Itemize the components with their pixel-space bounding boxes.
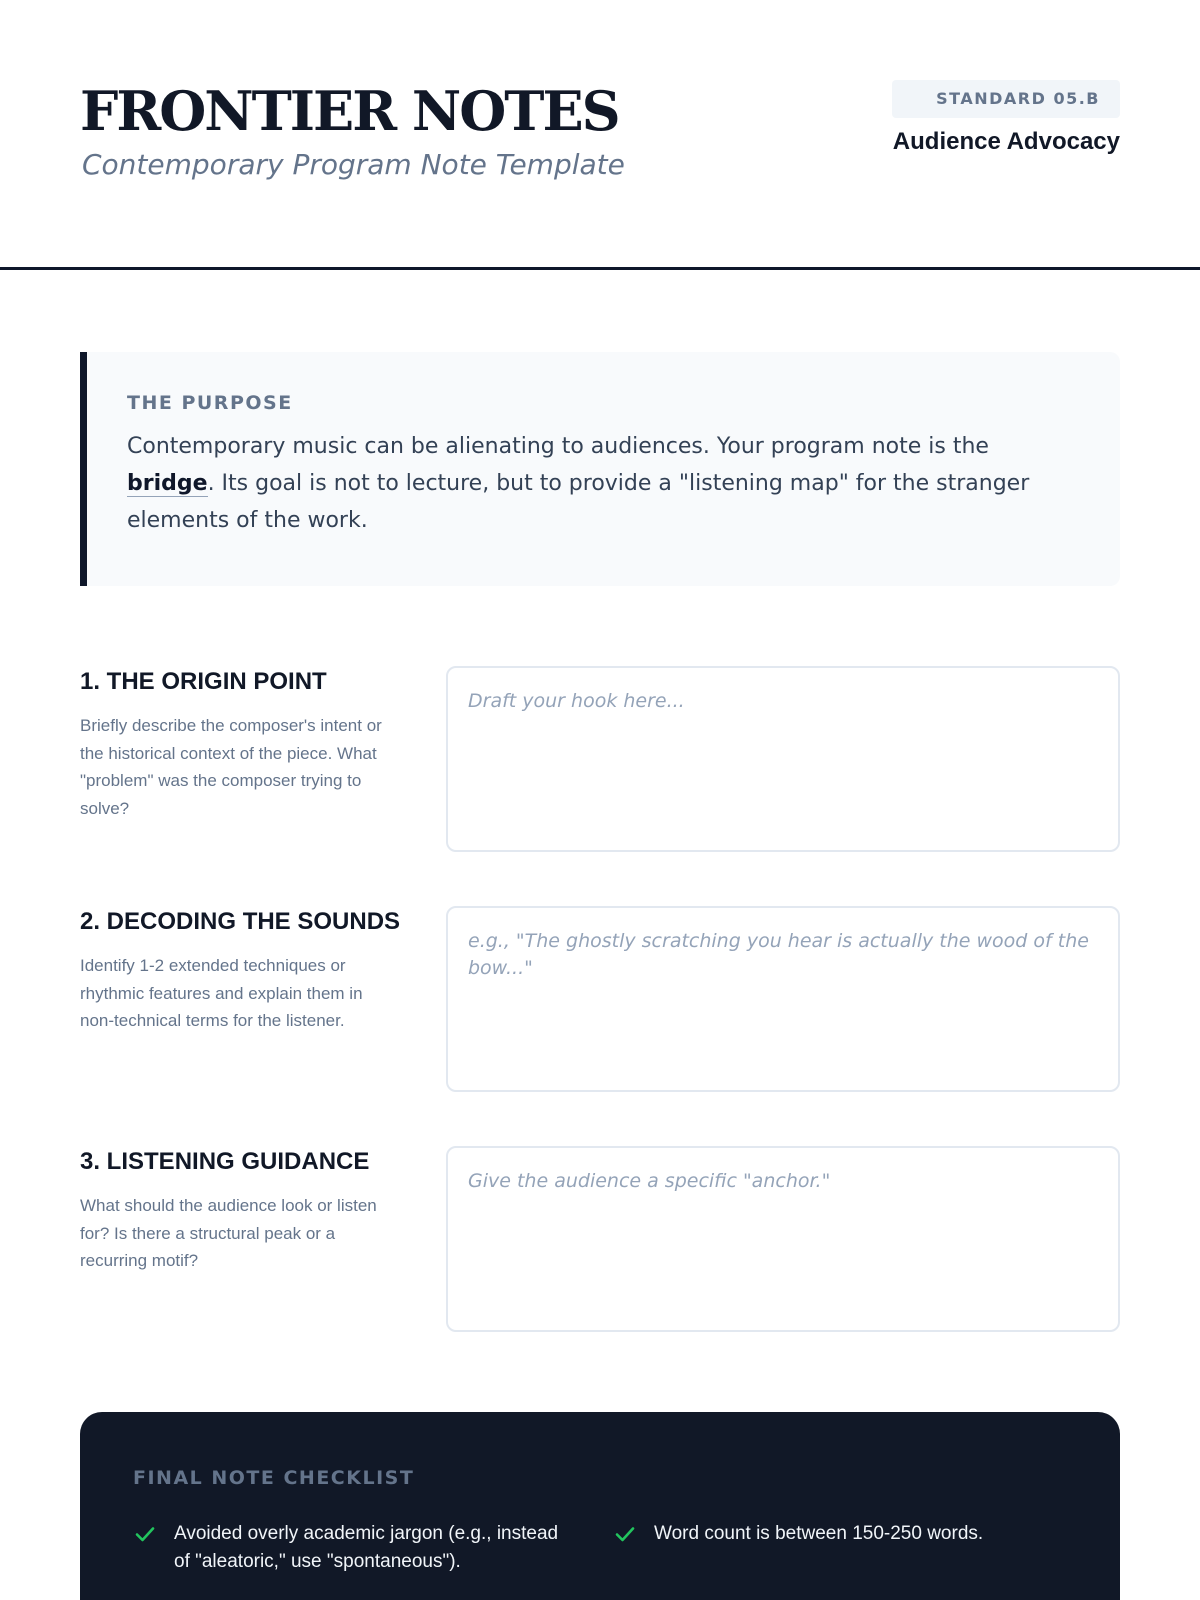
standard-badge: STANDARD 05.B — [892, 80, 1120, 118]
purpose-text-after: . Its goal is not to lecture, but to provide a "listening map" for the stranger elements of the work. — [127, 471, 1030, 533]
purpose-label: THE PURPOSE — [127, 392, 293, 414]
listening-guidance-input[interactable] — [446, 1146, 1120, 1332]
page-header — [0, 0, 1200, 270]
section-origin-point — [80, 666, 1120, 852]
purpose-text — [127, 428, 1080, 539]
final-checklist — [80, 1412, 1120, 1600]
page-title: FRONTIER NOTES — [80, 79, 619, 143]
check-icon — [613, 1522, 637, 1546]
section-description: Briefly describe the composer's intent or the historical context of the piece. What "problem" was the composer trying to solve? — [80, 716, 382, 818]
purpose-callout — [80, 352, 1120, 586]
page-subtitle: Contemporary Program Note Template — [82, 148, 625, 181]
checklist-item-text: Avoided overly academic jargon (e.g., instead of "aleatoric," use "spontaneous"). — [174, 1523, 559, 1572]
section-heading: 1. THE ORIGIN POINT — [80, 668, 327, 695]
section-heading: 3. LISTENING GUIDANCE — [80, 1148, 370, 1175]
purpose-emphasis: bridge — [127, 471, 208, 496]
section-decoding-sounds — [80, 906, 1120, 1092]
section-listening-guidance — [80, 1146, 1120, 1332]
check-icon — [133, 1522, 157, 1546]
standard-name: Audience Advocacy — [892, 128, 1120, 155]
section-heading: 2. DECODING THE SOUNDS — [80, 908, 401, 935]
checklist-item-text: Word count is between 150-250 words. — [654, 1523, 984, 1544]
checklist-title: FINAL NOTE CHECKLIST — [133, 1467, 415, 1489]
decoding-sounds-input[interactable] — [446, 906, 1120, 1092]
purpose-text-before: Contemporary music can be alienating to audiences. Your program note is the — [127, 434, 989, 459]
section-description: What should the audience look or listen for? Is there a structural peak or a recurring motif? — [80, 1196, 377, 1270]
origin-point-input[interactable] — [446, 666, 1120, 852]
section-description: Identify 1-2 extended techniques or rhythmic features and explain them in non-technical terms for the listener. — [80, 956, 363, 1030]
